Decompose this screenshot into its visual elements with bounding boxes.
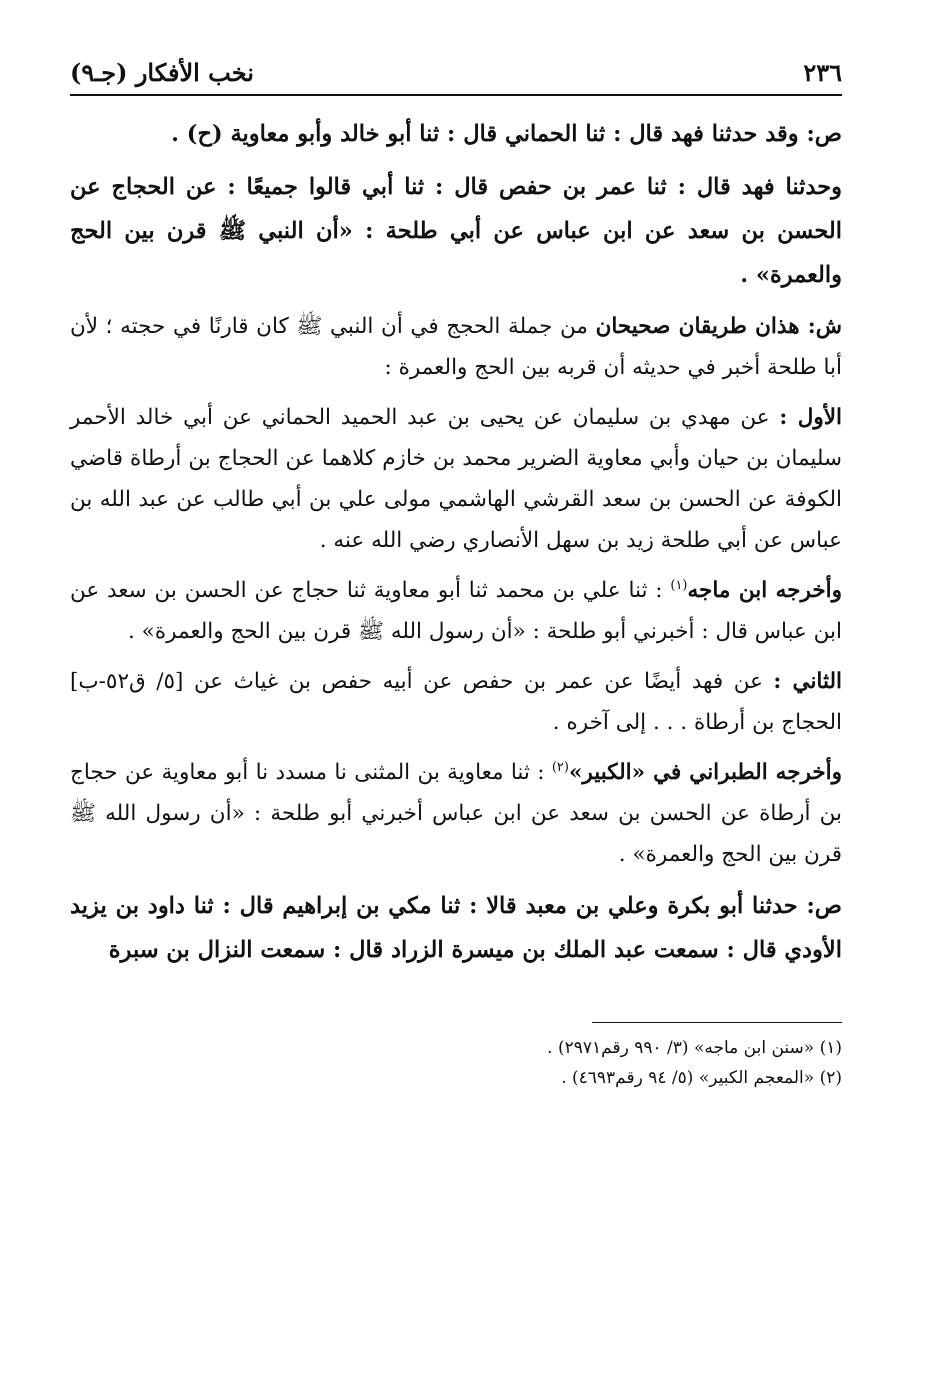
- paragraph-text: عن فهد أيضًا عن عمر بن حفص عن أبيه حفص بن غياث عن [٥/ ق٥٢-ب] الحجاج بن أرطاة . . . إلى آخره .: [70, 669, 842, 735]
- paragraph-text: وحدثنا فهد قال : ثنا عمر بن حفص قال : ثنا أبي قالوا جميعًا : عن الحجاج عن الحسن بن سعد عن ابن عباس عن أبي طلحة : «أن النبي ﷺ قرن بين الحج والعمرة» .: [70, 174, 843, 288]
- paragraph-text: من جملة الحجج في أن النبي ﷺ كان قارنًا في حجته ؛ لأن أبا طلحة أخبر في حديثه أن قربه بين الحج والعمرة :: [70, 314, 842, 380]
- footnotes: [70, 1033, 842, 1093]
- paragraph-sharh: [70, 306, 842, 388]
- footnote-1: (١) «سنن ابن ماجه» (٣/ ٩٩٠ رقم٢٩٧١) .: [547, 1038, 842, 1058]
- paragraph-sanad-2: [70, 165, 842, 297]
- paragraph-lead: الأول :: [779, 405, 842, 430]
- paragraph-lead: الثاني :: [773, 669, 842, 694]
- paragraph-second: [70, 661, 842, 743]
- paragraph-text: : ثنا معاوية بن المثنى نا مسدد نا أبو معاوية عن حجاج بن أرطاة عن الحسن بن سعد عن ابن عباس أخبرني أبو طلحة : «أن رسول الله ﷺ قرن بين الحج والعمرة» .: [70, 760, 842, 867]
- footnote-rule: [592, 1022, 842, 1023]
- paragraph-lead: وأخرجه ابن ماجه: [687, 578, 842, 603]
- footnote-marker[interactable]: (١): [670, 577, 688, 593]
- paragraph-sad-1: [70, 112, 842, 156]
- book-title: نخب الأفكار (جـ٩): [70, 58, 254, 87]
- footnote-marker[interactable]: (٢): [551, 759, 569, 775]
- header-rule: [70, 94, 842, 96]
- page: [70, 50, 842, 1093]
- paragraph-text: ص: وقد حدثنا فهد قال : ثنا الحماني قال : ثنا أبو خالد وأبو معاوية (ح) .: [171, 121, 842, 147]
- paragraph-ibn-majah: [70, 570, 842, 652]
- paragraph-text: ص: حدثنا أبو بكرة وعلي بن معبد قالا : ثنا مكي بن إبراهيم قال : ثنا داود بن يزيد الأودي قال : سمعت عبد الملك بن ميسرة الزراد قال : سمعت النزال بن سبرة: [70, 893, 842, 963]
- page-header: [70, 50, 842, 90]
- footnote-2: (٢) «المعجم الكبير» (٥/ ٩٤ رقم٤٦٩٣) .: [561, 1068, 842, 1088]
- paragraph-tabarani: [70, 752, 842, 875]
- paragraph-first: [70, 397, 842, 561]
- paragraph-lead: ش: هذان طريقان صحيحان: [595, 314, 842, 339]
- paragraph-lead: وأخرجه الطبراني في «الكبير»: [568, 760, 842, 785]
- page-number: ٢٣٦: [803, 58, 842, 87]
- body-text: [70, 112, 842, 972]
- paragraph-sad-2: [70, 884, 842, 972]
- paragraph-text: : ثنا علي بن محمد ثنا أبو معاوية ثنا حجاج عن الحسن بن سعد عن ابن عباس قال : أخبرني أبو طلحة : «أن رسول الله ﷺ قرن بين الحج والعمرة» .: [70, 578, 842, 644]
- paragraph-text: عن مهدي بن سليمان عن يحيى بن عبد الحميد الحماني عن أبي خالد الأحمر سليمان بن حيان وأبي معاوية الضرير محمد بن خازم كلاهما عن الحجاج بن أرطاة قاضي الكوفة عن الحسن بن سعد القرشي الهاشمي مولى علي بن أبي طالب عن عبد الله بن عباس عن أبي طلحة زيد بن سهل الأنصاري رضي الله عنه .: [70, 405, 842, 553]
